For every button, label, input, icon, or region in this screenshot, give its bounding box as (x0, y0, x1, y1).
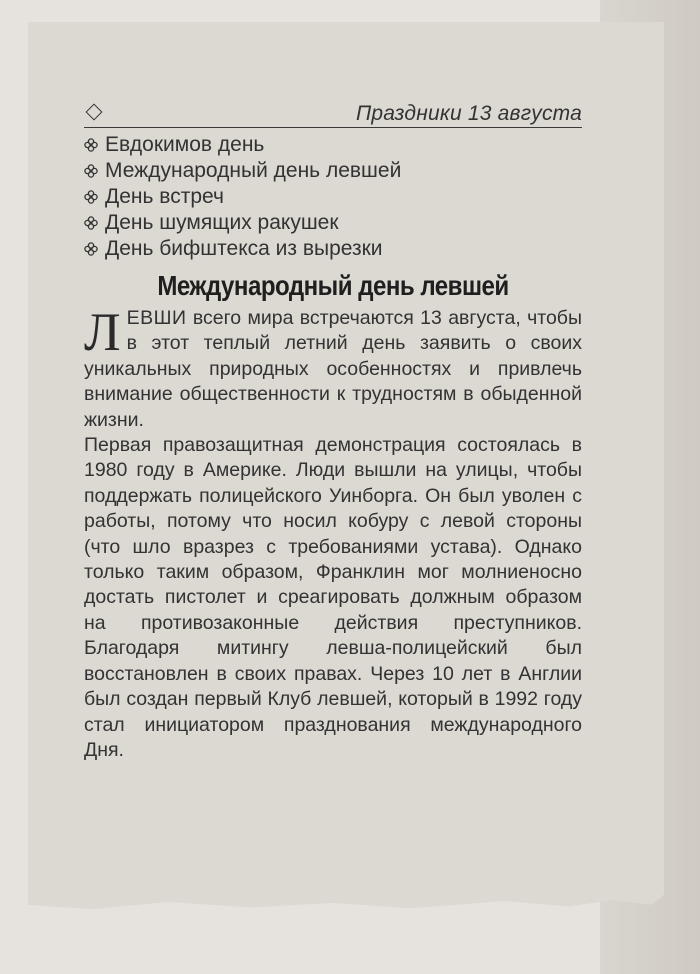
list-item (84, 236, 582, 262)
list-item (84, 132, 582, 158)
list-item (84, 184, 582, 210)
article-paragraph: Первая правозащитная демонстрация состоялась в 1980 году в Америке. Люди вышли на улицы, чтобы поддержать полицейского Уинборга. Он был уволен с работы, потому что носил кобуру с левой стороны (что шло вразрез с требованиями устава). Однако только таким образом, Франклин мог молниеносно достать пистолет и среагировать должным образом на противозаконные действия преступников. Благодаря митингу левша-полицейский был восстановлен в своих правах. Через 10 лет в Англии был создан первый Клуб левшей, который в 1992 году стал инициатором празднования международного Дня. (84, 434, 582, 761)
flower-icon (84, 242, 98, 256)
article-paragraph (84, 302, 582, 433)
article-body (84, 302, 582, 763)
section-title: Праздники 13 августа (355, 102, 582, 125)
lead-word: ЕВШИ (126, 307, 187, 329)
list-item (84, 210, 582, 236)
holiday-label: День шумящих ракушек (105, 211, 339, 234)
drop-cap: Л (84, 302, 121, 362)
holiday-label: Международный день левшей (105, 159, 402, 182)
flower-icon (84, 216, 98, 230)
section-header (84, 98, 582, 128)
article-title: Международный день левшей (157, 270, 509, 301)
holiday-label: День бифштекса из вырезки (105, 237, 383, 260)
flower-icon (84, 190, 98, 204)
clipping-content (84, 98, 582, 763)
holiday-label: Евдокимов день (105, 133, 265, 156)
flower-icon (84, 138, 98, 152)
holiday-label: День встреч (105, 185, 224, 208)
holiday-list (84, 132, 582, 262)
flower-icon (84, 164, 98, 178)
list-item (84, 158, 582, 184)
diamond-icon (86, 104, 103, 121)
paragraph-text: всего мира встречаются 13 августа, чтобы в этот теплый летний день заявить о своих уникальных природных особенностях и привлечь внимание общественности к трудностям в обыденной жизни. (84, 307, 582, 431)
